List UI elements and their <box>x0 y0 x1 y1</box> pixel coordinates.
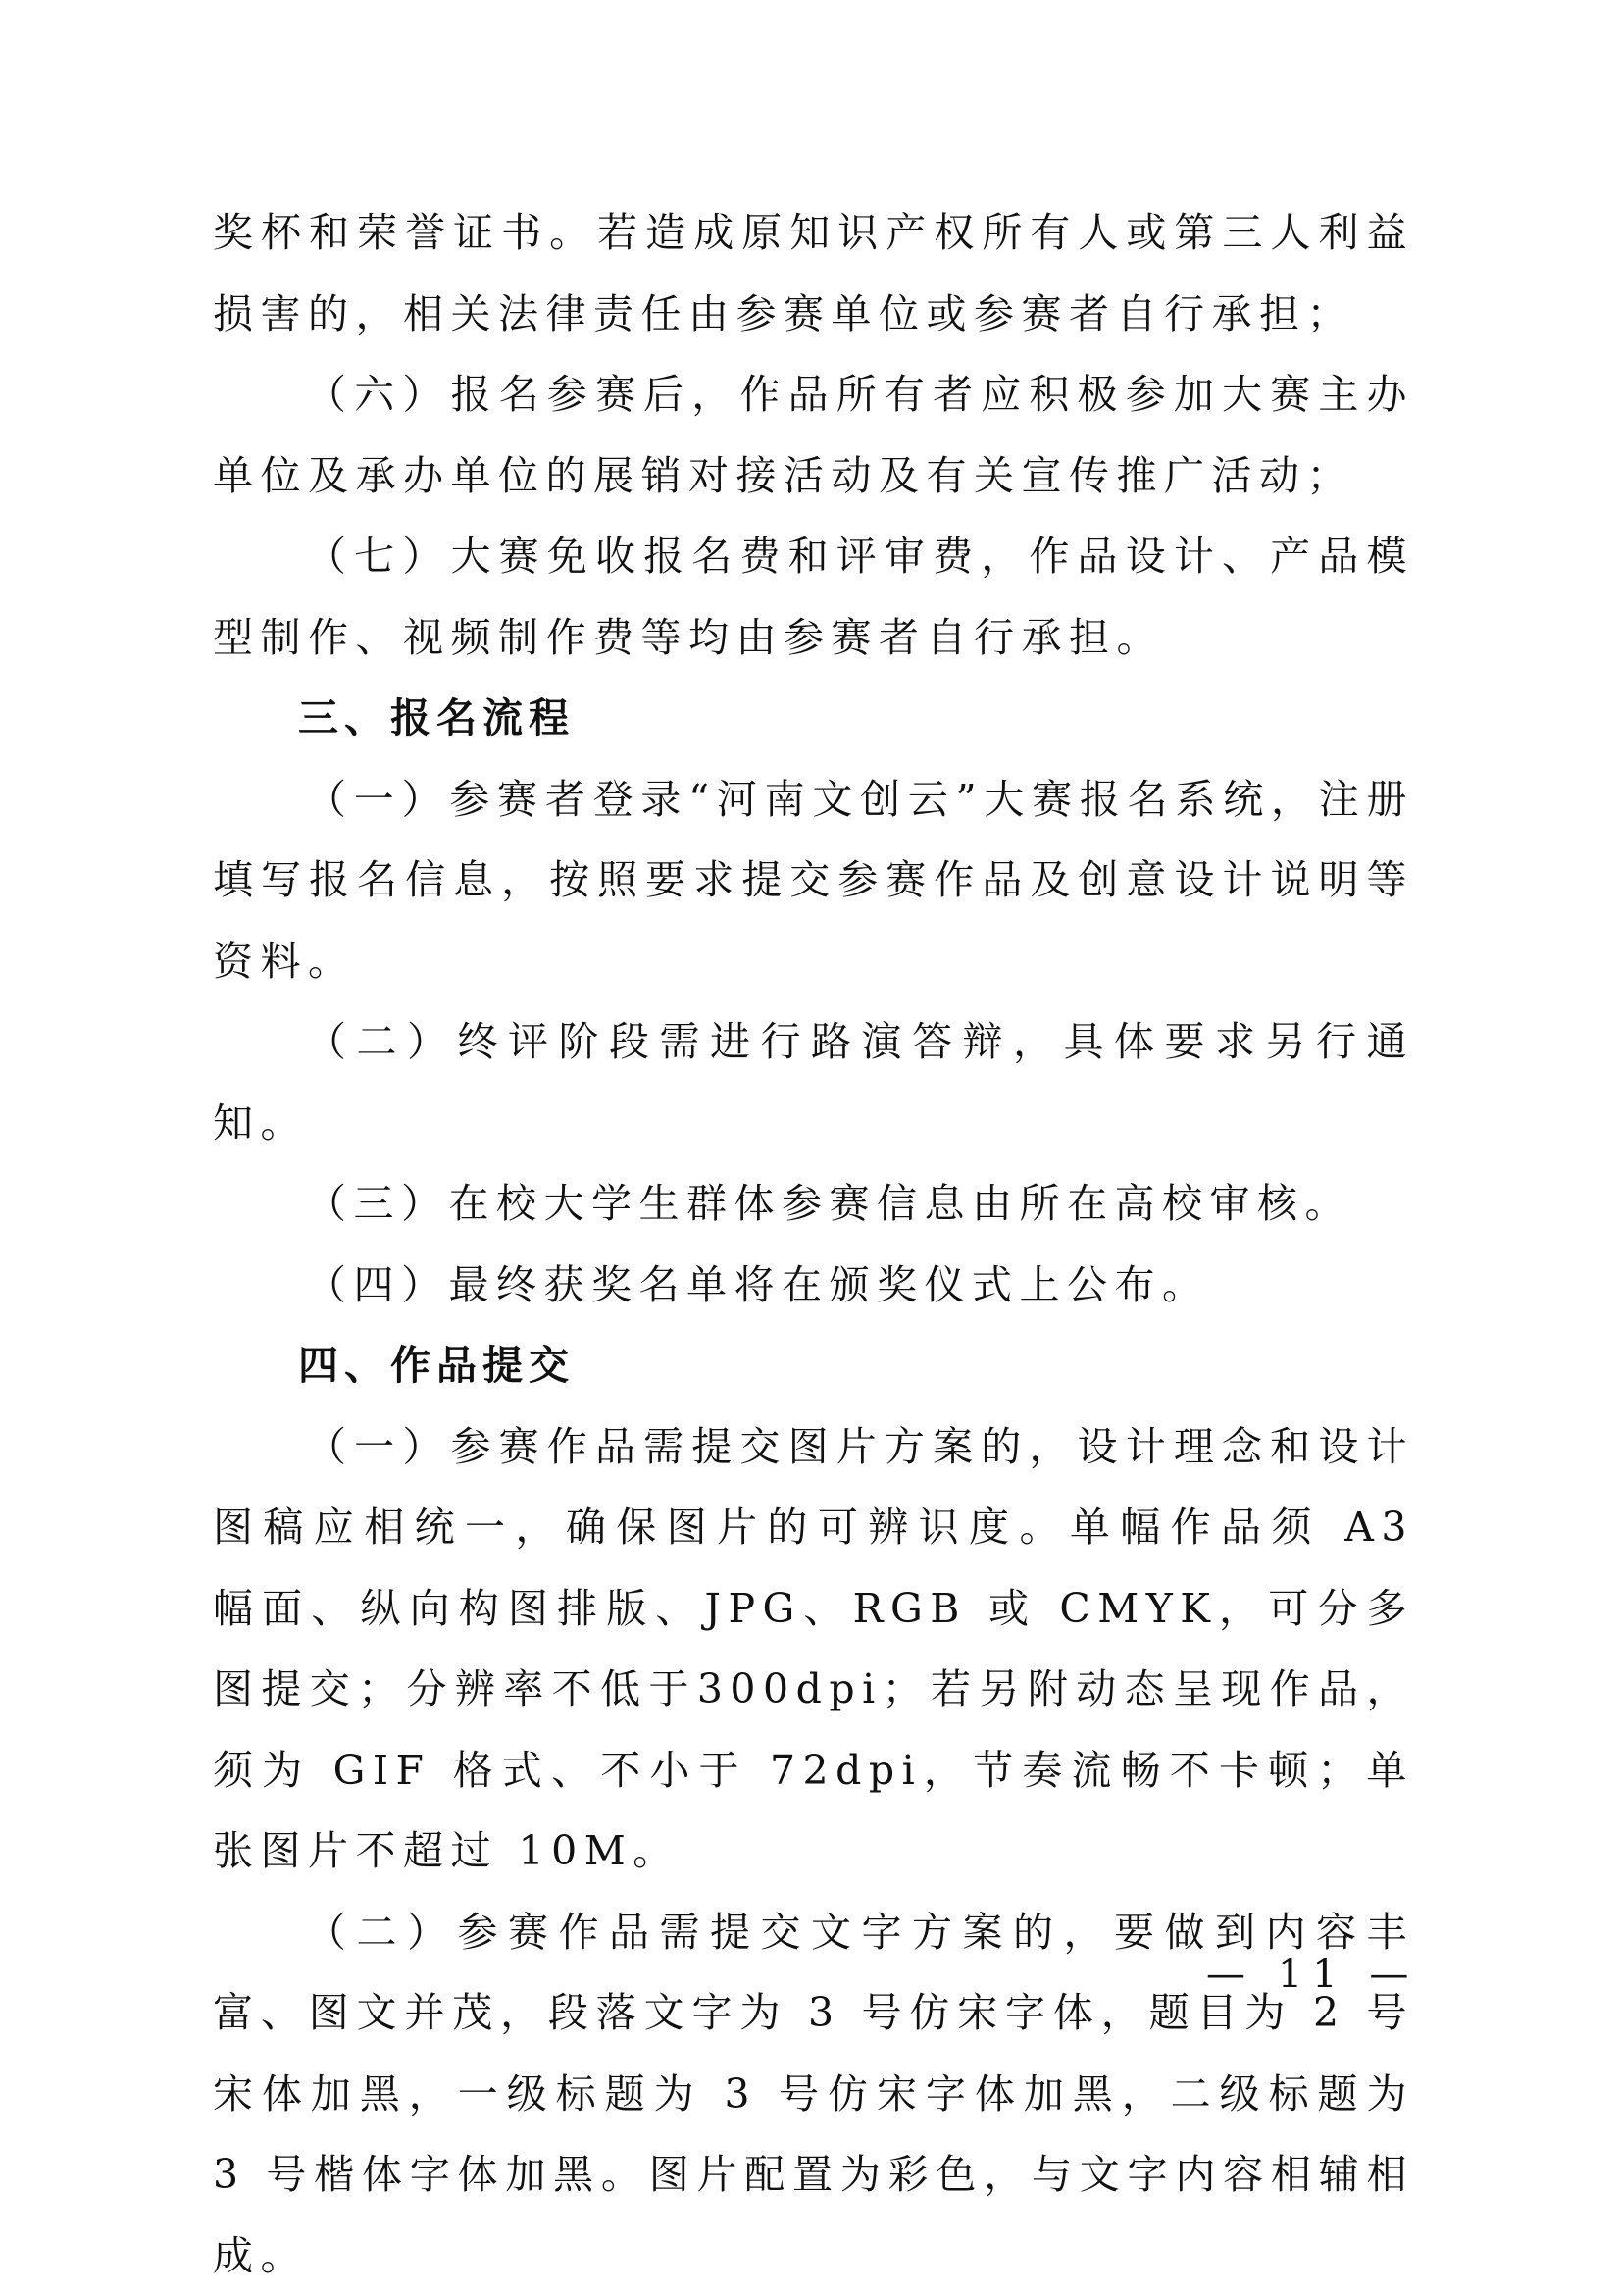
paragraph-registration-3: （三）在校大学生群体参赛信息由所在高校审核。 <box>213 1163 1414 1245</box>
paragraph-item-6: （六）报名参赛后，作品所有者应积极参加大赛主办单位及承办单位的展销对接活动及有关宣传推广活动； <box>213 354 1414 516</box>
section-heading-submission: 四、作品提交 <box>213 1325 1414 1406</box>
paragraph-registration-1: （一）参赛者登录“河南文创云”大赛报名系统，注册填写报名信息，按照要求提交参赛作品及创意设计说明等资料。 <box>213 759 1414 1002</box>
paragraph-item-7: （七）大赛免收报名费和评审费，作品设计、产品模型制作、视频制作费等均由参赛者自行承担。 <box>213 516 1414 678</box>
paragraph-submission-2: （二）参赛作品需提交文字方案的，要做到内容丰富、图文并茂，段落文字为 3 号仿宋字体，题目为 2 号宋体加黑，一级标题为 3 号仿宋字体加黑，二级标题为 3 号楷体字体加黑。图片配置为彩色，与文字内容相辅相成。 <box>213 1892 1414 2296</box>
paragraph-continuation: 奖杯和荣誉证书。若造成原知识产权所有人或第三人利益损害的，相关法律责任由参赛单位或参赛者自行承担； <box>213 192 1414 354</box>
paragraph-registration-4: （四）最终获奖名单将在颁奖仪式上公布。 <box>213 1245 1414 1326</box>
page-number: — 11 — <box>1206 1952 1418 1997</box>
section-heading-registration: 三、报名流程 <box>213 678 1414 759</box>
paragraph-submission-1: （一）参赛作品需提交图片方案的，设计理念和设计图稿应相统一，确保图片的可辨识度。单幅作品须 A3 幅面、纵向构图排版、JPG、RGB 或 CMYK，可分多图提交；分辨率不低于300dpi；若另附动态呈现作品，须为 GIF 格式、不小于 72dpi，节奏流畅不卡顿；单张图片不超过 10M。 <box>213 1406 1414 1892</box>
paragraph-registration-2: （二）终评阶段需进行路演答辩，具体要求另行通知。 <box>213 1001 1414 1163</box>
